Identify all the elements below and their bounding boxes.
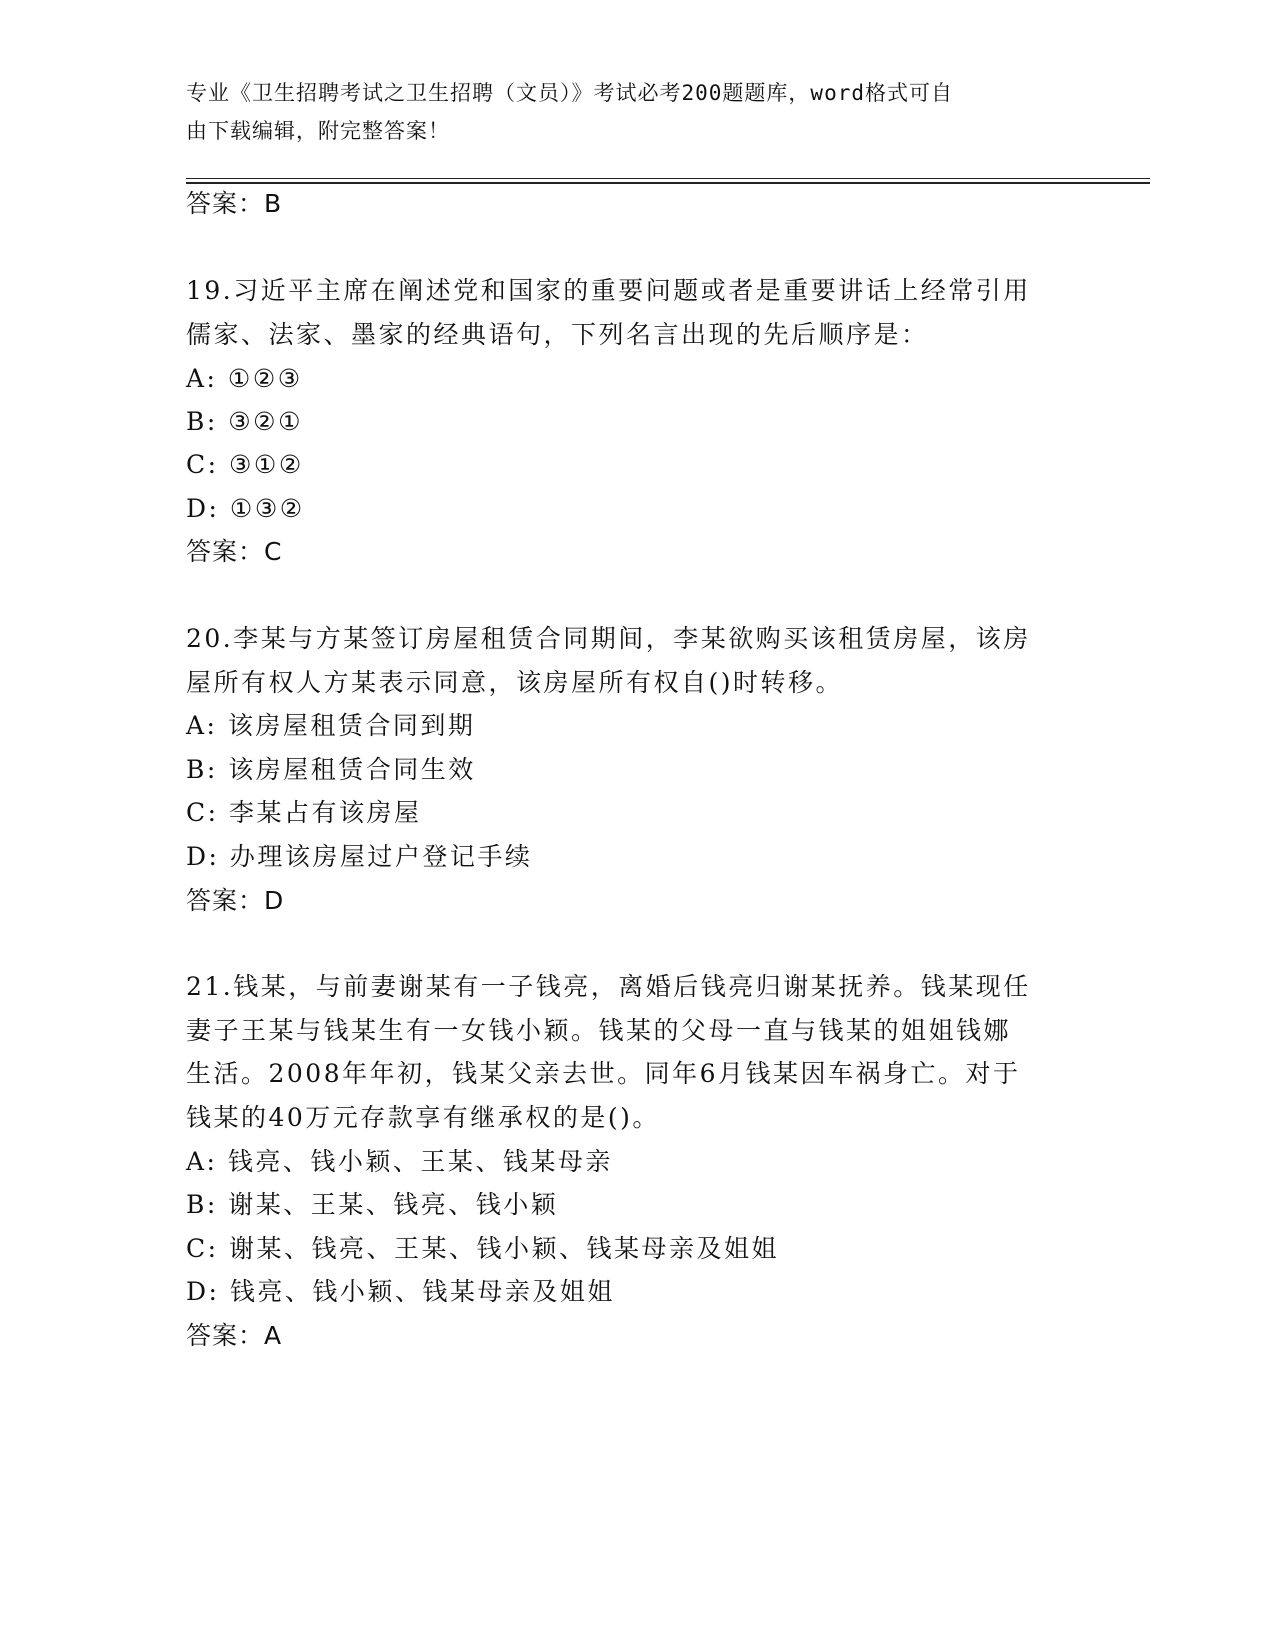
header-rule-thin xyxy=(186,178,1150,179)
question-21-option-b: B: 谢某、王某、钱亮、钱小颖 xyxy=(186,1190,559,1219)
question-20-stem-line-1: 20.李某与方某签订房屋租赁合同期间，李某欲购买该租赁房屋，该房 xyxy=(186,624,1031,653)
question-20-option-d: D: 办理该房屋过户登记手续 xyxy=(186,842,533,871)
question-19-stem-line-1: 19.习近平主席在阐述党和国家的重要问题或者是重要讲话上经常引用 xyxy=(186,276,1031,305)
previous-answer: 答案：B xyxy=(186,189,283,218)
document-header xyxy=(186,74,1066,150)
question-21-option-c: C: 谢某、钱亮、王某、钱小颖、钱某母亲及姐姐 xyxy=(186,1234,779,1263)
question-21-stem-line-4: 钱某的40万元存款享有继承权的是()。 xyxy=(186,1103,660,1132)
question-21-option-a: A: 钱亮、钱小颖、王某、钱某母亲 xyxy=(186,1147,613,1176)
header-line-2: 由下载编辑，附完整答案！ xyxy=(186,119,450,143)
question-19-option-c: C: ③①② xyxy=(186,450,304,479)
question-21-stem-line-1: 21.钱某，与前妻谢某有一子钱亮，离婚后钱亮归谢某抚养。钱某现任 xyxy=(186,972,1031,1001)
header-rule-thick xyxy=(186,182,1150,184)
header-line-1: 专业《卫生招聘考试之卫生招聘（文员）》考试必考200题题库，word格式可自 xyxy=(186,81,953,105)
question-19-answer: 答案：C xyxy=(186,537,283,566)
question-21-stem-line-2: 妻子王某与钱某生有一女钱小颖。钱某的父母一直与钱某的姐姐钱娜 xyxy=(186,1016,1012,1045)
question-20-stem-line-2: 屋所有权人方某表示同意，该房屋所有权自()时转移。 xyxy=(186,668,844,697)
question-19-stem-line-2: 儒家、法家、墨家的经典语句，下列名言出现的先后顺序是： xyxy=(186,320,929,349)
question-20-answer: 答案：D xyxy=(186,886,285,915)
question-20-option-c: C: 李某占有该房屋 xyxy=(186,798,422,827)
question-20-option-a: A: 该房屋租赁合同到期 xyxy=(186,711,476,740)
question-21-answer: 答案：A xyxy=(186,1321,283,1350)
question-21-stem-line-3: 生活。2008年年初，钱某父亲去世。同年6月钱某因车祸身亡。对于 xyxy=(186,1059,1021,1088)
question-20-option-b: B: 该房屋租赁合同生效 xyxy=(186,755,476,784)
question-19-option-d: D: ①③② xyxy=(186,494,305,523)
question-19-option-a: A: ①②③ xyxy=(186,364,303,393)
question-19-option-b: B: ③②① xyxy=(186,407,303,436)
question-21-option-d: D: 钱亮、钱小颖、钱某母亲及姐姐 xyxy=(186,1277,615,1306)
